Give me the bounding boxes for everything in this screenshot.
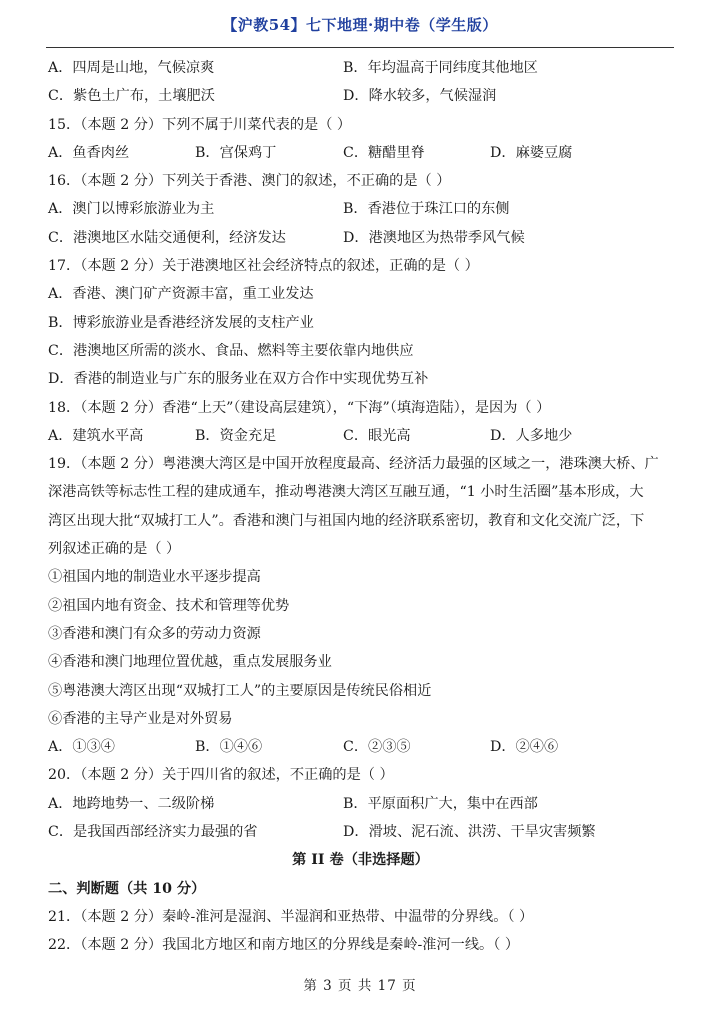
option-d: D．人多地少 [490,427,573,444]
option-d: D．香港的制造业与广东的服务业在双方合作中实现优势互补 [48,371,429,388]
option-c: C．眼光高 [343,427,411,444]
page-number: 第 3 页 共 17 页 [303,978,417,994]
document-header: 【沪教54】七下地理·期中卷（学生版） [222,16,498,34]
statement-5: ⑤粤港澳大湾区出现“双城打工人”的主要原因是传统民俗相近 [48,682,432,699]
question-19-stem-line: 深港高铁等标志性工程的建成通车，推动粤港澳大湾区互融互通，“1 小时生活圈”基本形成，大 [48,484,644,501]
question-18-stem: 18．（本题 2 分）香港“上天”（建设高层建筑），“下海”（填海造陆），是因为（ ） [48,399,551,416]
statement-6: ⑥香港的主导产业是对外贸易 [48,710,233,727]
option-d: D．滑坡、泥石流、洪涝、干旱灾害频繁 [343,824,596,841]
option-a: A．地跨地势一、二级阶梯 [48,795,215,812]
part-2-title: 第 II 卷（非选择题） [292,852,429,869]
statement-4: ④香港和澳门地理位置优越，重点发展服务业 [48,654,332,671]
option-c: C．糖醋里脊 [343,144,425,161]
statement-1: ①祖国内地的制造业水平逐步提高 [48,569,261,586]
question-22-stem: 22．（本题 2 分）我国北方地区和南方地区的分界线是秦岭-淮河一线。（ ） [48,937,520,954]
option-a: A．香港、澳门矿产资源丰富，重工业发达 [48,286,314,303]
option-b: B．香港位于珠江口的东侧 [343,201,510,218]
option-row [48,82,673,110]
option-b: B．①④⑥ [195,739,263,756]
option-d: D．②④⑥ [490,739,559,756]
option-b: B．平原面积广大，集中在西部 [343,795,538,812]
exam-content [48,54,673,960]
question-18-options [48,422,673,450]
option-a: A．建筑水平高 [48,427,144,444]
statement-2: ②祖国内地有资金、技术和管理等优势 [48,597,290,614]
option-b: B．资金充足 [195,427,277,444]
question-19-stem-line: 湾区出现大批“双城打工人”。香港和澳门与祖国内地的经济联系密切，教育和文化交流广泛，下 [48,512,645,529]
option-c: C．②③⑤ [343,739,411,756]
option-b: B．宫保鸡丁 [195,144,277,161]
question-16-options [48,195,673,223]
section-2-title: 二、判断题（共 10 分） [48,880,206,897]
option-a: A．澳门以博彩旅游业为主 [48,201,215,218]
option-d: D．麻婆豆腐 [490,144,573,161]
question-20-stem: 20．（本题 2 分）关于四川省的叙述，不正确的是（ ） [48,767,394,784]
option-a: A．①③④ [48,739,115,756]
question-16-stem: 16．（本题 2 分）下列关于香港、澳门的叙述，不正确的是（ ） [48,173,451,190]
option-d: D．港澳地区为热带季风气候 [343,229,525,246]
option-c: C．是我国西部经济实力最强的省 [48,824,258,841]
option-c: C．港澳地区水陆交通便利，经济发达 [48,229,286,246]
option-c: C．紫色土广布，土壤肥沃 [48,88,215,105]
question-21-stem: 21．（本题 2 分）秦岭-淮河是湿润、半湿润和亚热带、中温带的分界线。（ ） [48,908,534,925]
option-row [48,54,673,82]
question-15-stem: 15．（本题 2 分）下列不属于川菜代表的是（ ） [48,116,352,133]
question-15-options [48,139,673,167]
question-19-options [48,733,673,761]
option-c: C．港澳地区所需的淡水、食品、燃料等主要依靠内地供应 [48,342,414,359]
statement-3: ③香港和澳门有众多的劳动力资源 [48,625,261,642]
option-b: B．博彩旅游业是香港经济发展的支柱产业 [48,314,314,331]
header-divider [46,47,674,48]
question-20-options [48,818,673,846]
question-20-options [48,790,673,818]
option-a: A．鱼香肉丝 [48,144,130,161]
question-17-stem: 17．（本题 2 分）关于港澳地区社会经济特点的叙述，正确的是（ ） [48,258,479,275]
question-16-options [48,224,673,252]
question-19-stem-line: 19．（本题 2 分）粤港澳大湾区是中国开放程度最高、经济活力最强的区域之一，港珠澳大桥、广 [48,456,659,473]
option-d: D．降水较多，气候湿润 [343,88,497,105]
option-a: A．四周是山地，气候凉爽 [48,60,215,76]
question-19-stem-line: 列叙述正确的是（ ） [48,541,181,558]
option-b: B．年均温高于同纬度其他地区 [343,60,538,76]
